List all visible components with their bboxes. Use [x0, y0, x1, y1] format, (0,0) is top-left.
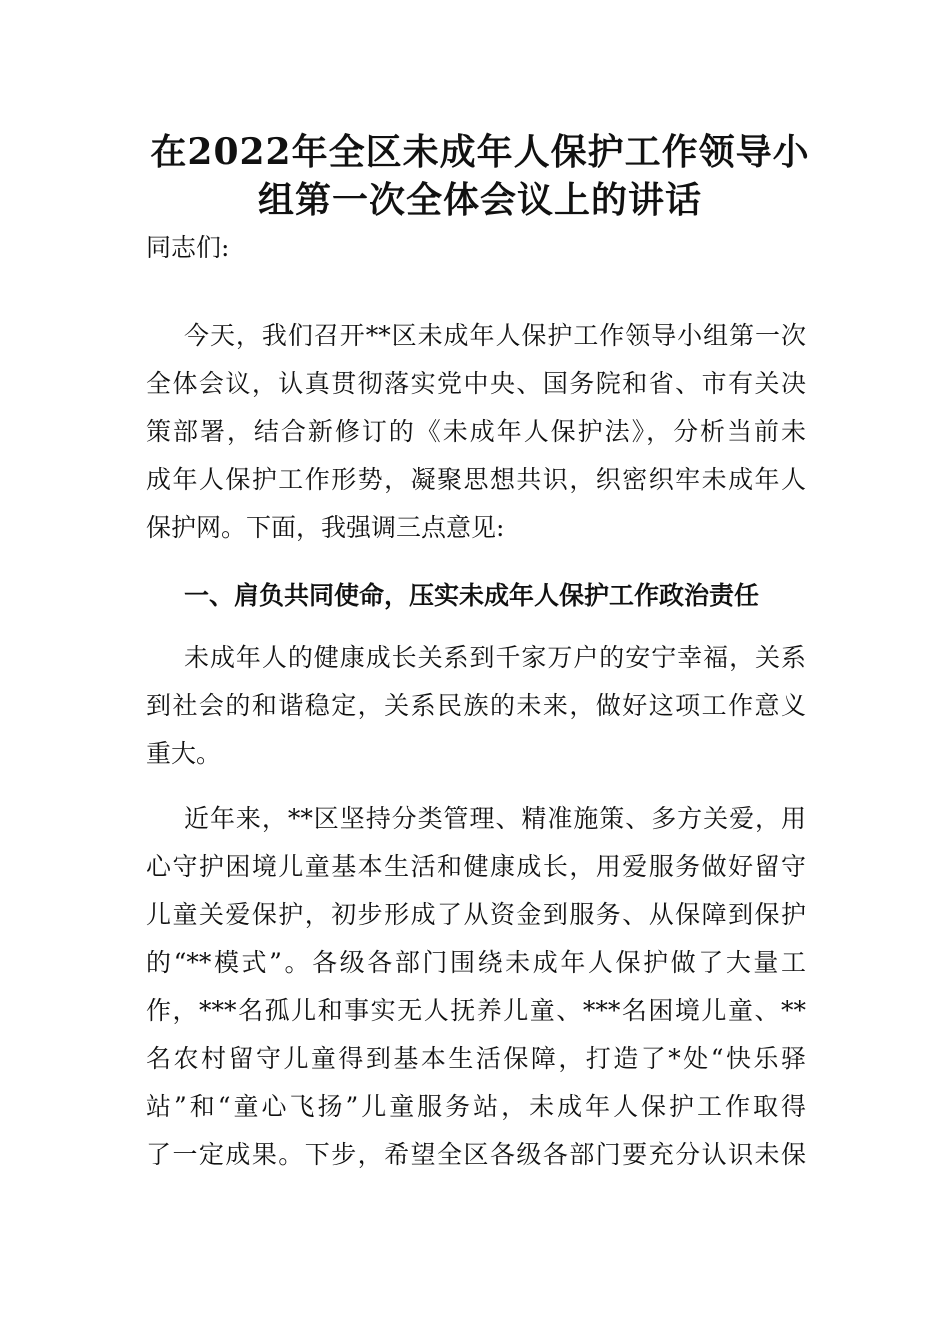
paragraph-2-line: 重大。 [146, 739, 222, 768]
paragraph-1-line: 今天，我们召开**区未成年人保护工作领导小组第一次 [184, 321, 806, 350]
document-title-line-2: 组第一次全体会议上的讲话 [257, 179, 702, 221]
document-title-line-1: 在2022年全区未成年人保护工作领导小 [150, 131, 810, 173]
paragraph-3-line: 心守护困境儿童基本生活和健康成长，用爱服务做好留守 [146, 852, 806, 881]
paragraph-1-line: 策部署，结合新修订的《未成年人保护法》，分析当前未 [146, 417, 806, 446]
section-1-heading: 一、肩负共同使命，压实未成年人保护工作政治责任 [184, 581, 760, 610]
paragraph-1-line: 保护网。下面，我强调三点意见: [146, 513, 505, 542]
paragraph-1-line: 全体会议，认真贯彻落实党中央、国务院和省、市有关决 [146, 369, 806, 398]
paragraph-3-line: 了一定成果。下步，希望全区各级各部门要充分认识未保 [146, 1140, 806, 1169]
salutation: 同志们: [146, 233, 230, 262]
paragraph-3-line: 名农村留守儿童得到基本生活保障，打造了*处“快乐驿 [146, 1044, 806, 1073]
paragraph-3-line: 作，***名孤儿和事实无人抚养儿童、***名困境儿童、** [146, 996, 806, 1025]
paragraph-3-line: 的“**模式”。各级各部门围绕未成年人保护做了大量工 [146, 948, 806, 977]
paragraph-2-line: 未成年人的健康成长关系到千家万户的安宁幸福，关系 [184, 643, 806, 672]
paragraph-3-line: 站”和“童心飞扬”儿童服务站，未成年人保护工作取得 [146, 1092, 806, 1121]
paragraph-3-line: 近年来，**区坚持分类管理、精准施策、多方关爱，用 [184, 804, 806, 833]
paragraph-3-line: 儿童关爱保护，初步形成了从资金到服务、从保障到保护 [146, 900, 806, 929]
paragraph-2-line: 到社会的和谐稳定，关系民族的未来，做好这项工作意义 [146, 691, 806, 720]
paragraph-1-line: 成年人保护工作形势，凝聚思想共识，织密织牢未成年人 [146, 465, 806, 494]
